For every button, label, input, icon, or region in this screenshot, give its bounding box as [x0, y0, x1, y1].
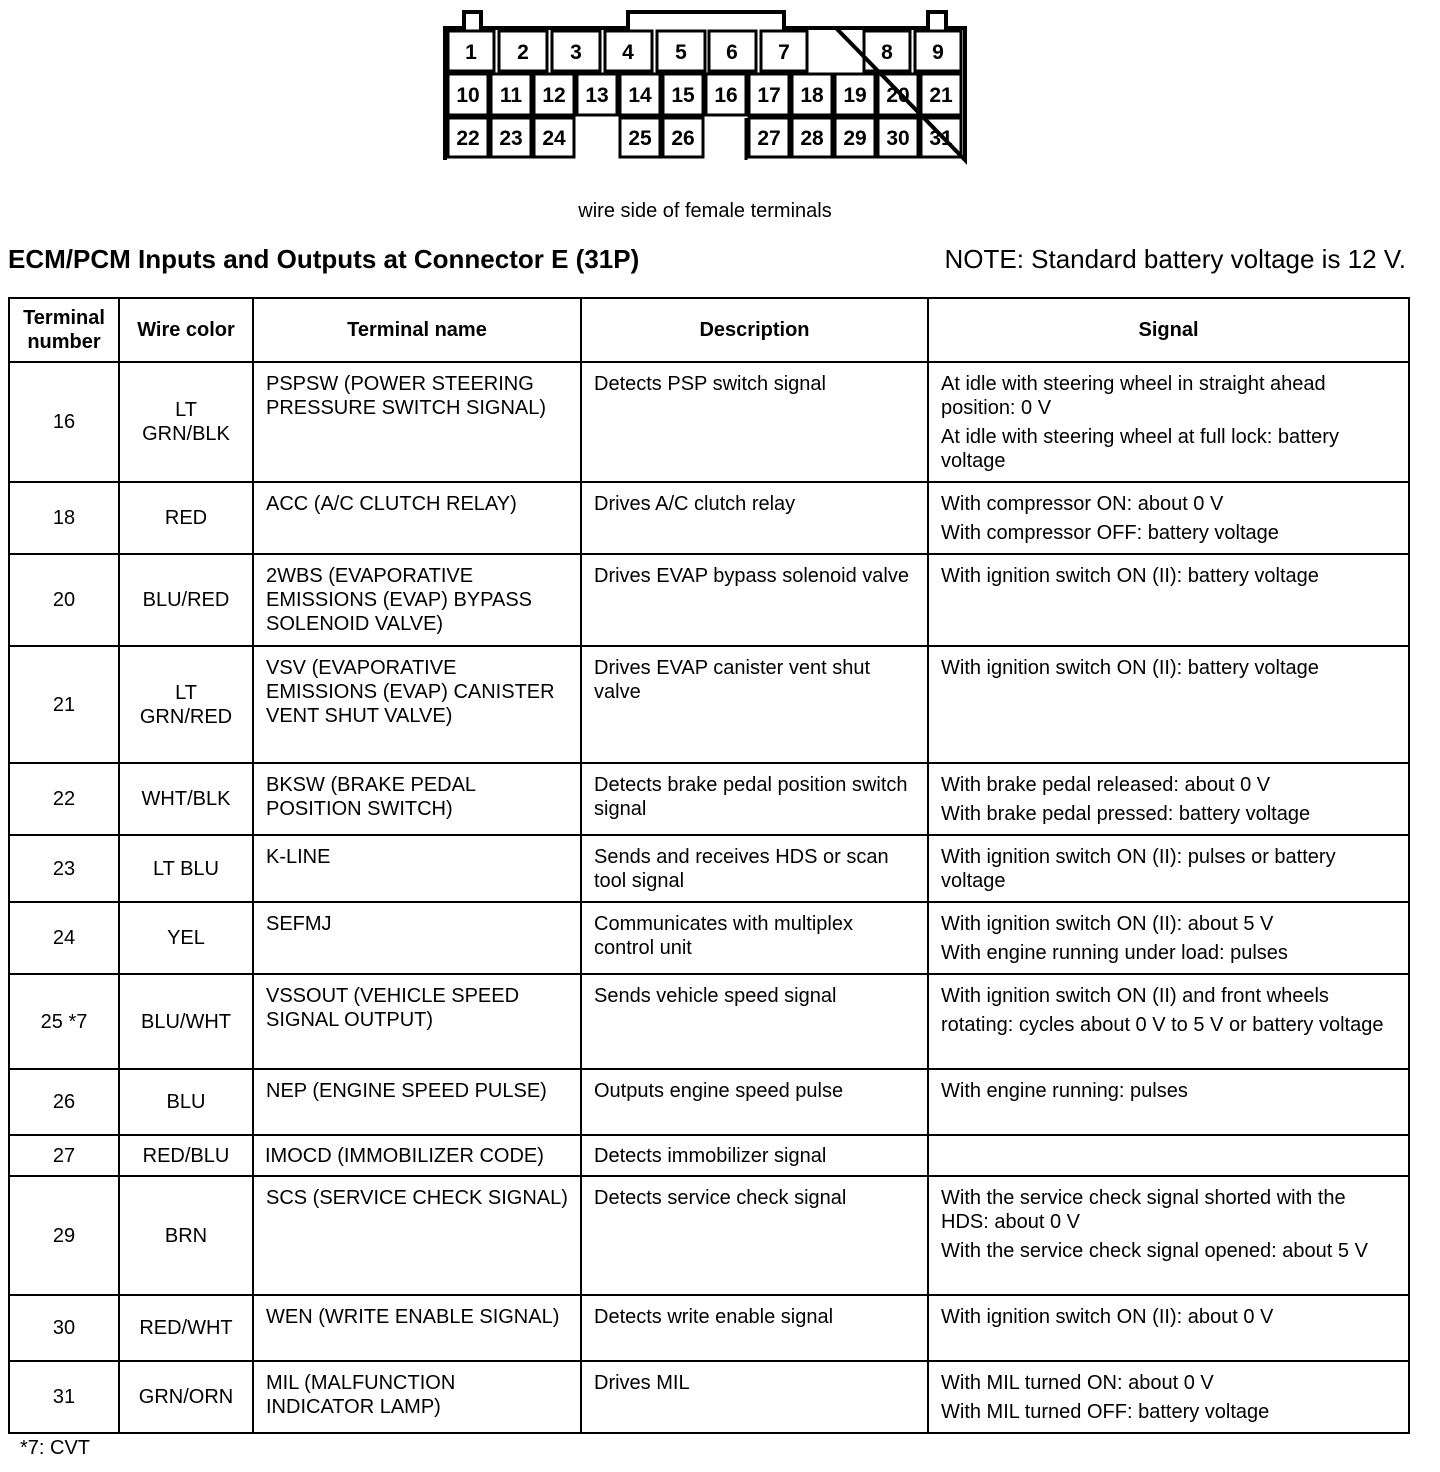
pin-label: 23 — [499, 127, 523, 150]
wire-color: BLU/WHT — [119, 974, 253, 1069]
pin-label: 24 — [542, 127, 566, 150]
header-description: Description — [581, 298, 928, 362]
pin-label: 18 — [800, 84, 824, 107]
voltage-note: NOTE: Standard battery voltage is 12 V. — [944, 244, 1406, 274]
terminal-name: NEP (ENGINE SPEED PULSE) — [253, 1069, 581, 1135]
connector-caption: wire side of female terminals — [578, 200, 832, 222]
terminal-number: 29 — [9, 1176, 119, 1295]
terminal-name: PSPSW (POWER STEERING PRESSURE SWITCH SIGNAL) — [253, 362, 581, 482]
description: Detects brake pedal position switch signal — [581, 763, 928, 835]
description: Detects PSP switch signal — [581, 362, 928, 482]
terminal-name: SCS (SERVICE CHECK SIGNAL) — [253, 1176, 581, 1295]
terminal-number: 25 *7 — [9, 974, 119, 1069]
table-row — [9, 1176, 1409, 1295]
page-title: ECM/PCM Inputs and Outputs at Connector E (31P) — [8, 244, 640, 274]
table-row — [9, 974, 1409, 1069]
terminal-number: 21 — [9, 646, 119, 763]
description: Drives A/C clutch relay — [581, 482, 928, 554]
pin-label: 2 — [517, 41, 529, 64]
signal: With compressor ON: about 0 V With compressor OFF: battery voltage — [928, 482, 1409, 554]
wire-color: WHT/BLK — [119, 763, 253, 835]
pin-label: 7 — [778, 41, 790, 64]
signal: With ignition switch ON (II): about 5 V With engine running under load: pulses — [928, 902, 1409, 974]
description: Sends vehicle speed signal — [581, 974, 928, 1069]
pin-label: 25 — [628, 127, 652, 150]
wire-color: LT BLU — [119, 835, 253, 902]
pin-label: 30 — [886, 127, 910, 150]
pin-label: 31 — [929, 127, 953, 150]
pin-label: 3 — [570, 41, 582, 64]
pin-label: 1 — [465, 41, 477, 64]
signal — [928, 1135, 1409, 1176]
table-row — [9, 482, 1409, 554]
description: Sends and receives HDS or scan tool signal — [581, 835, 928, 902]
pin-label: 11 — [499, 84, 523, 107]
table-row — [9, 763, 1409, 835]
wire-color: LT GRN/BLK — [119, 362, 253, 482]
connector-diagram — [0, 0, 1440, 200]
terminal-name: WEN (WRITE ENABLE SIGNAL) — [253, 1295, 581, 1361]
signal: With ignition switch ON (II) and front wheels rotating: cycles about 0 V to 5 V or battery voltage — [928, 974, 1409, 1069]
table-header-row — [9, 298, 1409, 362]
pin-label: 26 — [671, 127, 695, 150]
description: Drives EVAP canister vent shut valve — [581, 646, 928, 763]
terminal-number: 23 — [9, 835, 119, 902]
pin-label: 22 — [456, 127, 480, 150]
pin-label: 20 — [886, 84, 910, 107]
wire-color: RED/BLU — [119, 1135, 253, 1176]
terminal-number: 26 — [9, 1069, 119, 1135]
pin-label: 9 — [932, 41, 944, 64]
wire-color: GRN/ORN — [119, 1361, 253, 1433]
terminal-number: 31 — [9, 1361, 119, 1433]
signal: With ignition switch ON (II): about 0 V — [928, 1295, 1409, 1361]
description: Detects immobilizer signal — [581, 1135, 928, 1176]
header-signal: Signal — [928, 298, 1409, 362]
terminal-number: 24 — [9, 902, 119, 974]
terminal-number: 30 — [9, 1295, 119, 1361]
terminal-number: 20 — [9, 554, 119, 646]
wire-color: BLU/RED — [119, 554, 253, 646]
description: Detects write enable signal — [581, 1295, 928, 1361]
signal: With the service check signal shorted with the HDS: about 0 V With the service check signal opened: about 5 V — [928, 1176, 1409, 1295]
pin-label: 28 — [800, 127, 824, 150]
pin-label: 12 — [542, 84, 566, 107]
signal: With ignition switch ON (II): battery voltage — [928, 554, 1409, 646]
header-terminal-name: Terminal name — [253, 298, 581, 362]
pin-label: 15 — [671, 84, 695, 107]
description: Communicates with multiplex control unit — [581, 902, 928, 974]
description: Detects service check signal — [581, 1176, 928, 1295]
terminal-name: K-LINE — [253, 835, 581, 902]
footnote: *7: CVT — [20, 1437, 91, 1459]
terminal-name: IMOCD (IMMOBILIZER CODE) — [253, 1135, 581, 1176]
wire-color: BRN — [119, 1176, 253, 1295]
pin-label: 8 — [881, 41, 893, 64]
pin-label: 5 — [675, 41, 687, 64]
io-table — [8, 297, 1410, 1434]
table-row — [9, 902, 1409, 974]
wire-color: BLU — [119, 1069, 253, 1135]
table-row — [9, 1295, 1409, 1361]
description: Drives EVAP bypass solenoid valve — [581, 554, 928, 646]
table-row — [9, 554, 1409, 646]
terminal-name: SEFMJ — [253, 902, 581, 974]
signal: With engine running: pulses — [928, 1069, 1409, 1135]
table-row — [9, 835, 1409, 902]
terminal-name: BKSW (BRAKE PEDAL POSITION SWITCH) — [253, 763, 581, 835]
terminal-number: 27 — [9, 1135, 119, 1176]
table-row — [9, 1069, 1409, 1135]
terminal-number: 16 — [9, 362, 119, 482]
terminal-number: 18 — [9, 482, 119, 554]
pin-label: 29 — [843, 127, 867, 150]
header-terminal-number: Terminal number — [9, 298, 119, 362]
wire-color: YEL — [119, 902, 253, 974]
wire-color: RED — [119, 482, 253, 554]
pin-label: 4 — [622, 41, 634, 64]
terminal-name: VSSOUT (VEHICLE SPEED SIGNAL OUTPUT) — [253, 974, 581, 1069]
table-row — [9, 1135, 1409, 1176]
pin-label: 6 — [726, 41, 738, 64]
description: Outputs engine speed pulse — [581, 1069, 928, 1135]
pin-label: 21 — [929, 84, 953, 107]
terminal-number: 22 — [9, 763, 119, 835]
pin-label: 27 — [757, 127, 781, 150]
terminal-name: MIL (MALFUNCTION INDICATOR LAMP) — [253, 1361, 581, 1433]
signal: With MIL turned ON: about 0 V With MIL turned OFF: battery voltage — [928, 1361, 1409, 1433]
description: Drives MIL — [581, 1361, 928, 1433]
signal: With brake pedal released: about 0 V With brake pedal pressed: battery voltage — [928, 763, 1409, 835]
header-wire-color: Wire color — [119, 298, 253, 362]
wire-color: LT GRN/RED — [119, 646, 253, 763]
pin-label: 17 — [757, 84, 781, 107]
signal: With ignition switch ON (II): pulses or battery voltage — [928, 835, 1409, 902]
pin-label: 16 — [714, 84, 738, 107]
table-row — [9, 362, 1409, 482]
pin-label: 14 — [628, 84, 652, 107]
table-row — [9, 646, 1409, 763]
table-row — [9, 1361, 1409, 1433]
signal: With ignition switch ON (II): battery voltage — [928, 646, 1409, 763]
pin-label: 10 — [456, 84, 480, 107]
pin-label: 13 — [585, 84, 609, 107]
terminal-name: VSV (EVAPORATIVE EMISSIONS (EVAP) CANISTER VENT SHUT VALVE) — [253, 646, 581, 763]
terminal-name: ACC (A/C CLUTCH RELAY) — [253, 482, 581, 554]
wire-color: RED/WHT — [119, 1295, 253, 1361]
signal: At idle with steering wheel in straight ahead position: 0 V At idle with steering wheel at full lock: battery voltage — [928, 362, 1409, 482]
pin-label: 19 — [843, 84, 867, 107]
terminal-name: 2WBS (EVAPORATIVE EMISSIONS (EVAP) BYPASS SOLENOID VALVE) — [253, 554, 581, 646]
